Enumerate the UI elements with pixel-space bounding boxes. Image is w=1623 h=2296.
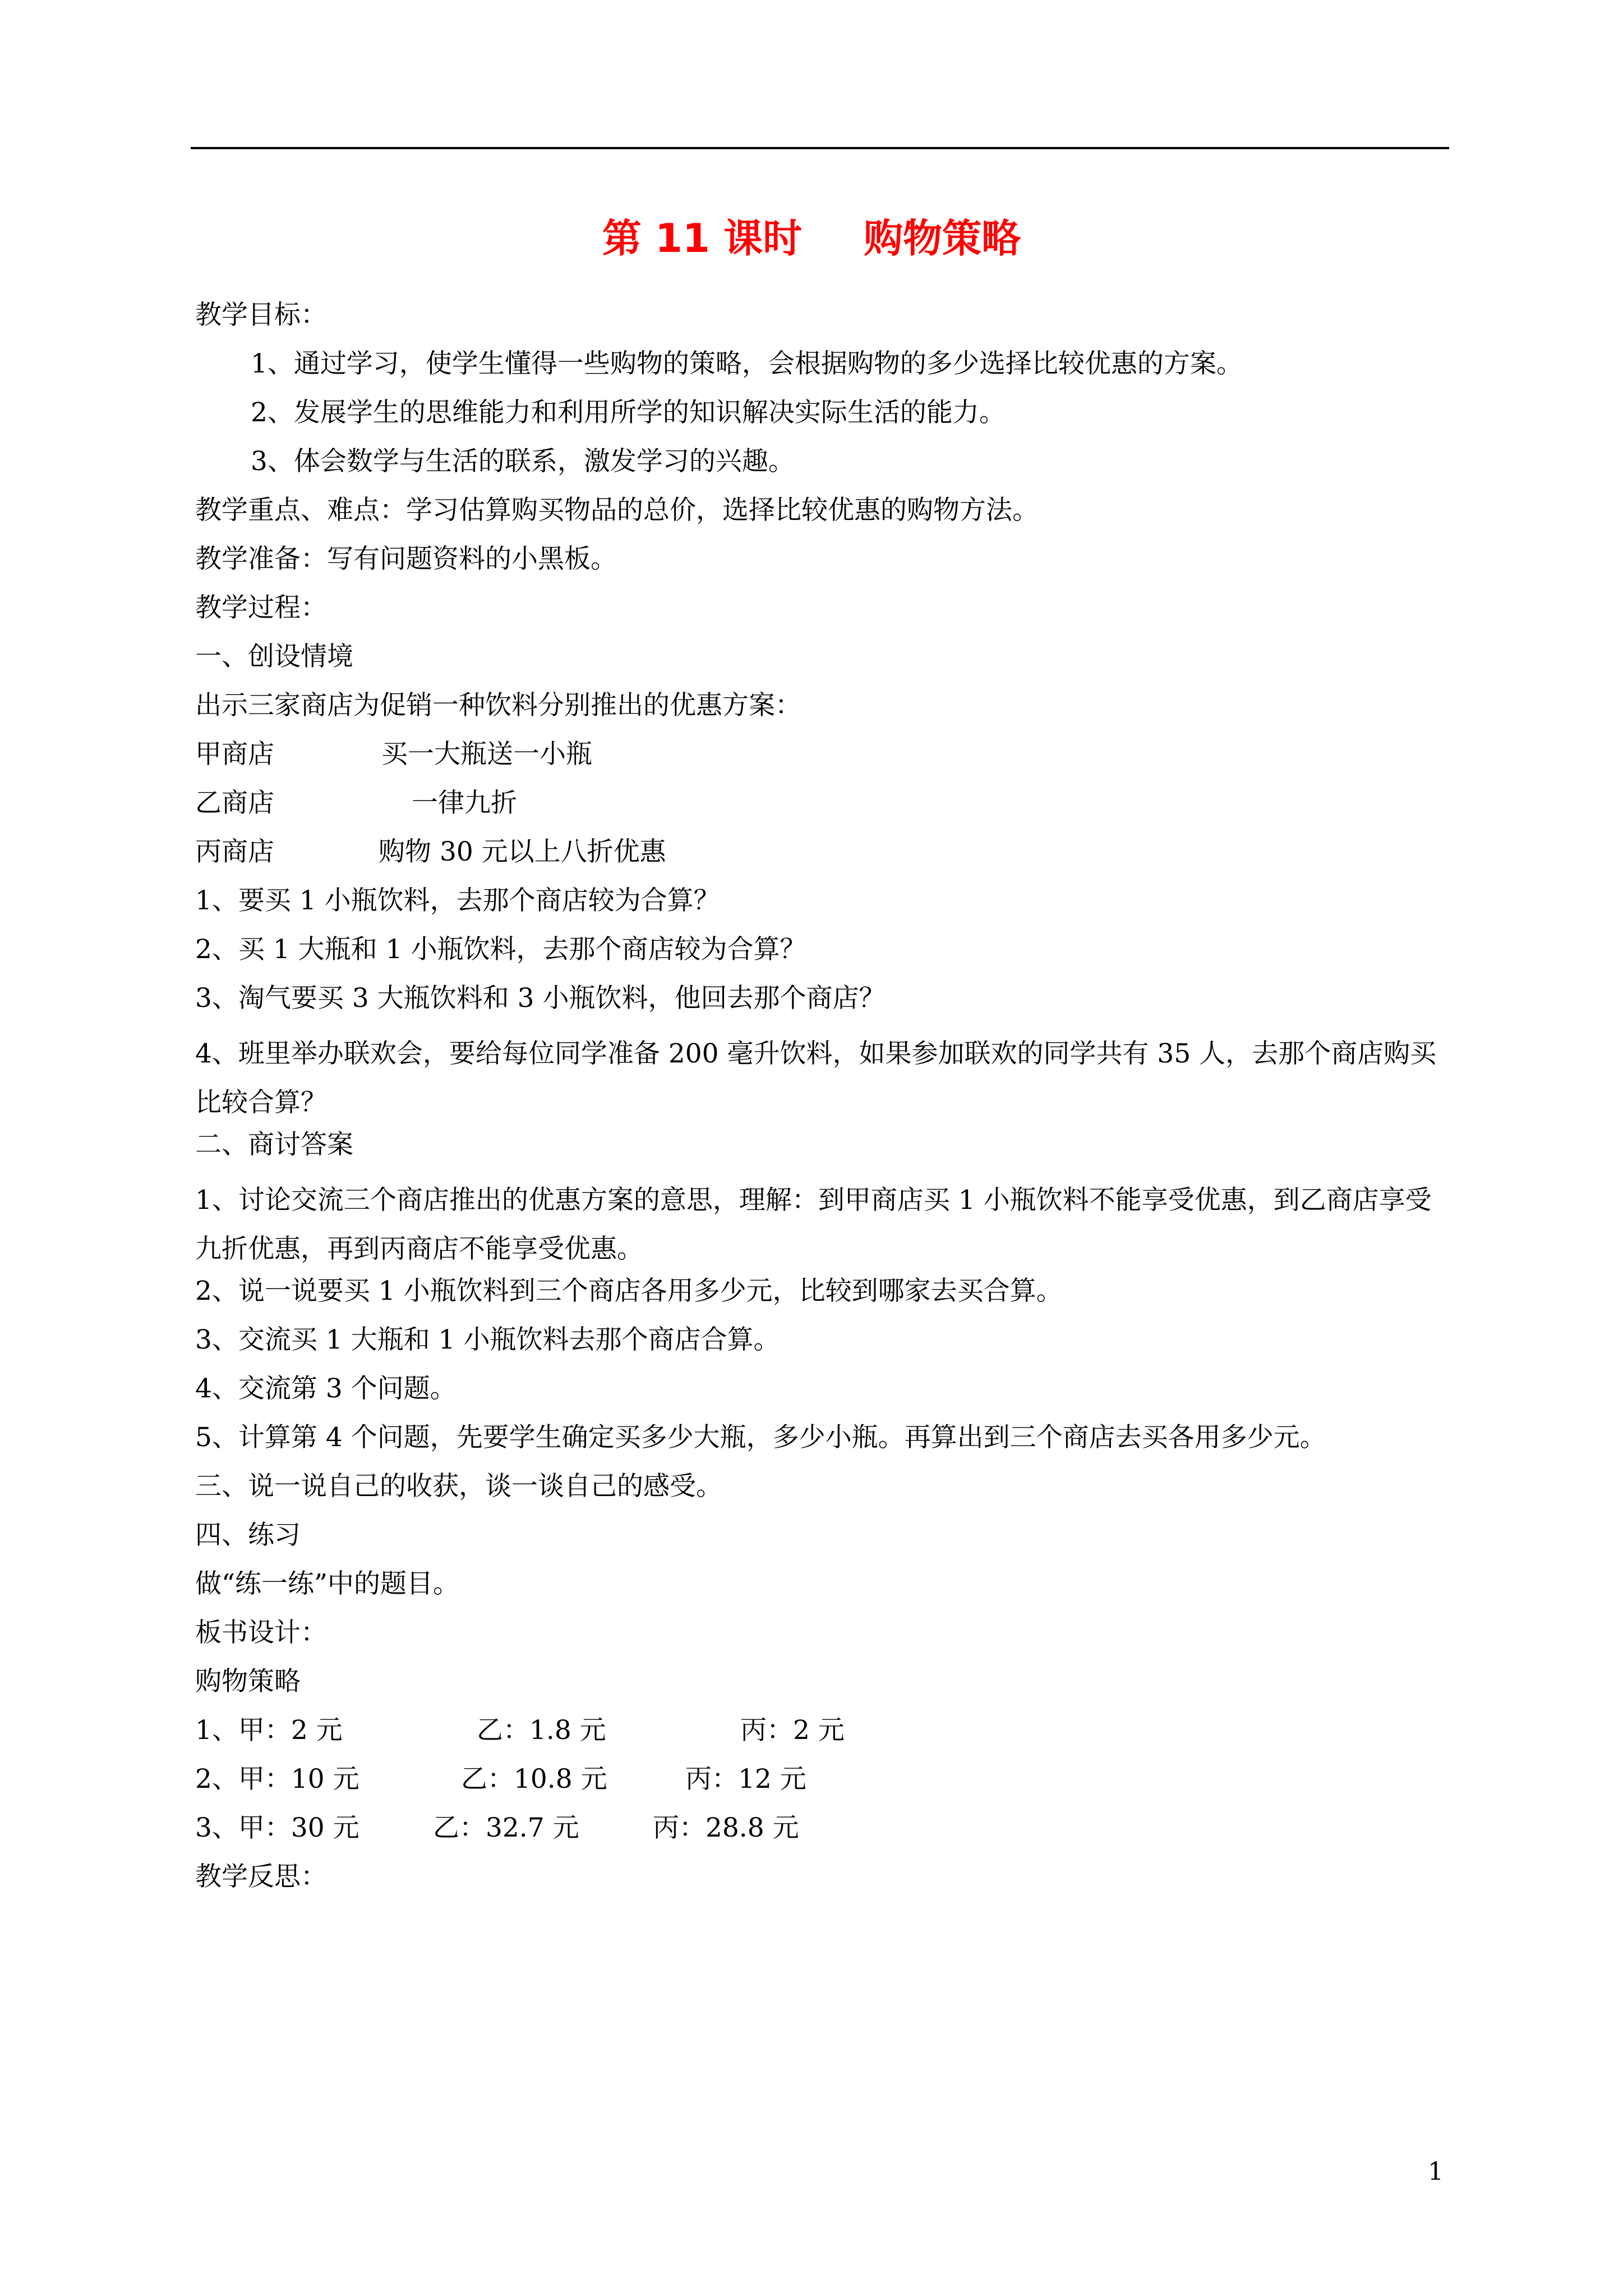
heading-process: 教学过程： <box>195 592 327 623</box>
store-offer: 买一大瓶送一小瓶 <box>381 739 592 770</box>
section-heading: 四、练习 <box>195 1520 301 1550</box>
header-rule <box>191 147 1449 149</box>
board-row-cell: 1、甲：2 元 <box>195 1715 343 1746</box>
title-topic: 购物策略 <box>864 215 1021 261</box>
heading-reflection: 教学反思： <box>195 1861 327 1892</box>
board-row-cell: 丙：2 元 <box>740 1715 845 1746</box>
store-offer: 一律九折 <box>412 788 517 818</box>
store-offer: 购物 30 元以上八折优惠 <box>379 836 666 867</box>
question-item: 4、班里举办联欢会，要给每位同学准备 200 毫升饮料，如果参加联欢的同学共有 35 人，去那个商店购买比较合算？ <box>195 1038 1437 1118</box>
store-name: 丙商店 <box>195 836 274 867</box>
board-row-cell: 丙：28.8 元 <box>653 1812 799 1843</box>
heading-board-design: 板书设计： <box>195 1617 327 1648</box>
paragraph: 出示三家商店为促销一种饮料分别推出的优惠方案： <box>195 690 801 721</box>
board-title: 购物策略 <box>195 1666 301 1697</box>
discussion-item: 2、说一说要买 1 小瓶饮料到三个商店各用多少元，比较到哪家去买合算。 <box>195 1276 1063 1306</box>
discussion-item: 4、交流第 3 个问题。 <box>195 1373 457 1404</box>
question-item: 2、买 1 大瓶和 1 小瓶饮料，去那个商店较为合算？ <box>195 934 806 965</box>
page-title <box>0 210 1623 266</box>
heading-objectives: 教学目标： <box>195 300 327 330</box>
preparation: 教学准备：写有问题资料的小黑板。 <box>195 544 617 574</box>
board-row-cell: 乙：32.7 元 <box>433 1812 579 1843</box>
board-row-cell: 3、甲：30 元 <box>195 1812 359 1843</box>
question-item: 1、要买 1 小瓶饮料，去那个商店较为合算？ <box>195 885 720 916</box>
board-row-cell: 乙：1.8 元 <box>477 1715 606 1746</box>
discussion-item: 3、交流买 1 大瓶和 1 小瓶饮料去那个商店合算。 <box>195 1324 780 1355</box>
paragraph: 做“练一练”中的题目。 <box>195 1568 460 1599</box>
board-row-cell: 2、甲：10 元 <box>195 1764 359 1795</box>
board-row-cell: 乙：10.8 元 <box>461 1764 607 1795</box>
objective-item: 1、通过学习，使学生懂得一些购物的策略，会根据购物的多少选择比较优惠的方案。 <box>251 348 1243 379</box>
key-points: 教学重点、难点：学习估算购买物品的总价，选择比较优惠的购物方法。 <box>195 495 1039 526</box>
store-name: 乙商店 <box>195 788 274 818</box>
objective-item: 2、发展学生的思维能力和利用所学的知识解决实际生活的能力。 <box>251 397 1006 428</box>
section-heading: 三、说一说自己的收获，谈一谈自己的感受。 <box>195 1471 722 1502</box>
page-number: 1 <box>1428 2157 1444 2186</box>
discussion-item: 1、讨论交流三个商店推出的优惠方案的意思，理解：到甲商店买 1 小瓶饮料不能享受优惠，到乙商店享受九折优惠，再到丙商店不能享受优惠。 <box>195 1185 1432 1264</box>
question-item: 3、淘气要买 3 大瓶饮料和 3 小瓶饮料，他回去那个商店？ <box>195 983 886 1014</box>
store-name: 甲商店 <box>195 739 274 770</box>
discussion-item: 5、计算第 4 个问题，先要学生确定买多少大瓶，多少小瓶。再算出到三个商店去买各用多少元。 <box>195 1422 1326 1453</box>
section-heading: 二、商讨答案 <box>195 1129 353 1160</box>
title-lesson: 第 11 课时 <box>602 215 803 261</box>
section-heading: 一、创设情境 <box>195 641 353 672</box>
objective-item: 3、体会数学与生活的联系，激发学习的兴趣。 <box>251 446 795 477</box>
board-row-cell: 丙：12 元 <box>685 1764 806 1795</box>
